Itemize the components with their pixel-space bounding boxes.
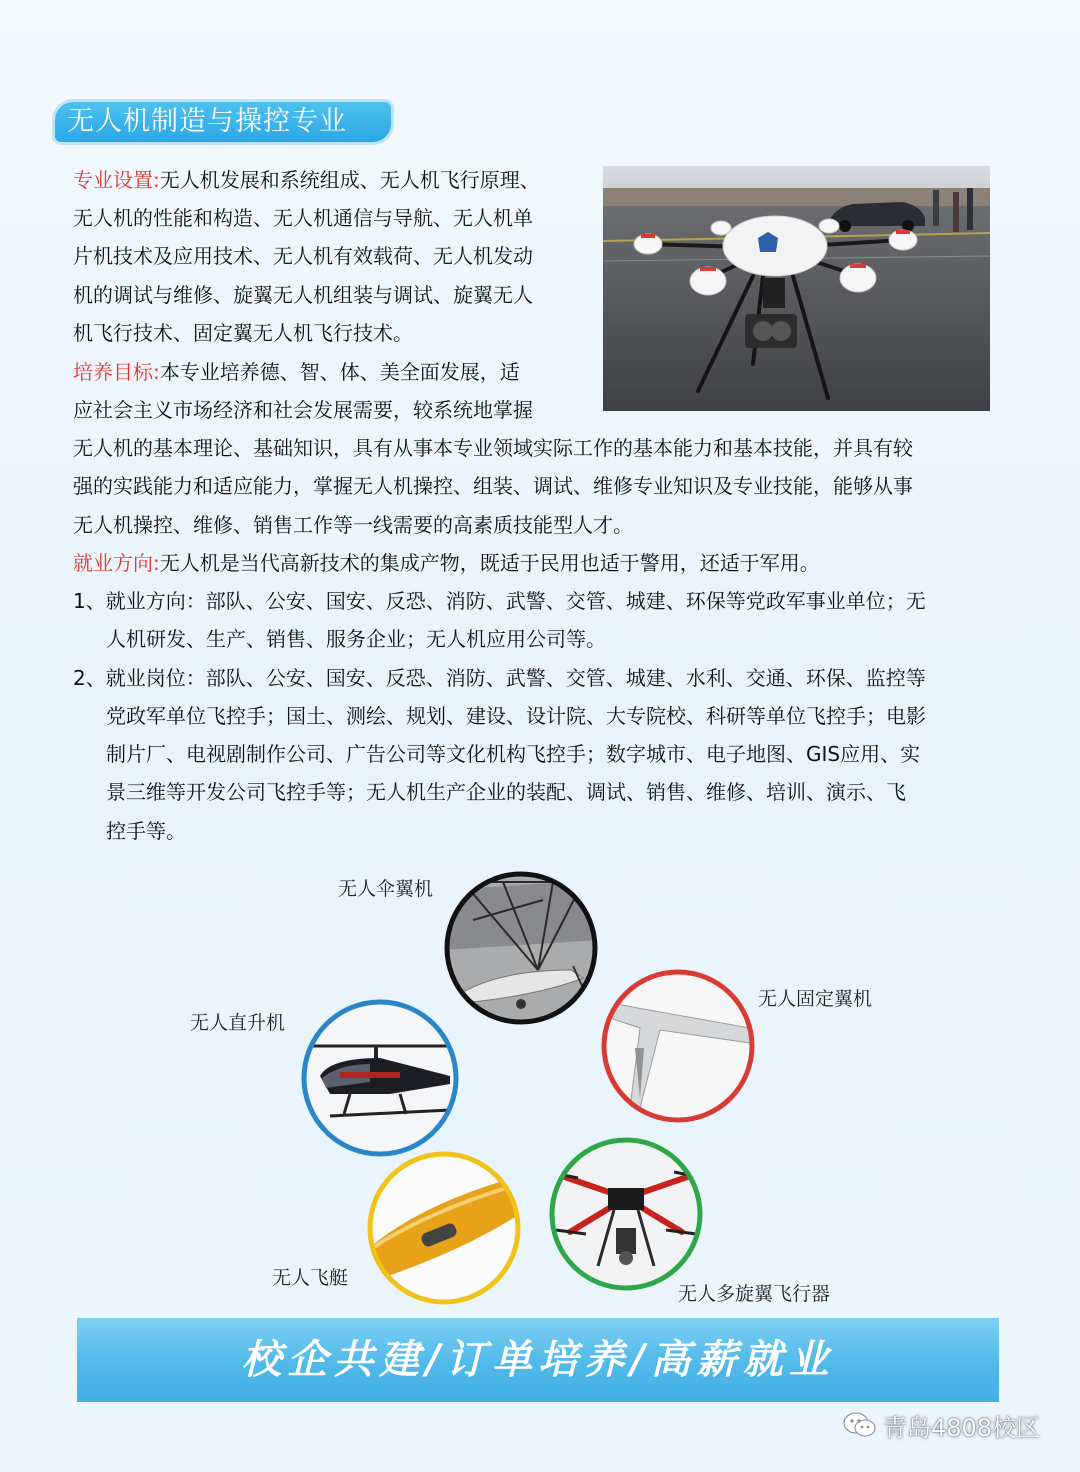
- multirotor-label: 无人多旋翼飞行器: [678, 1283, 831, 1305]
- watermark: [843, 1408, 1040, 1442]
- fixed-wing-label: 无人固定翼机: [758, 988, 873, 1010]
- employment-item1-line2: 人机研发、生产、销售、服务企业；无人机应用公司等。: [106, 627, 606, 651]
- helicopter-label: 无人直升机: [190, 1012, 286, 1034]
- employment-item2-line2: 党政军单位飞控手；国土、测绘、规划、建设、设计院、大专院校、科研等单位飞控手；电影: [106, 704, 926, 728]
- parafoil-label: 无人伞翼机: [338, 878, 434, 900]
- employment-item2-line3: 制片厂、电视剧制作公司、广告公司等文化机构飞控手；数字城市、电子地图、GIS应用、实: [106, 742, 921, 766]
- employment-intro: 就业方向:无人机是当代高新技术的集成产物，既适于民用也适于警用，还适于军用。: [73, 551, 820, 575]
- goal-line-2: 应社会主义市场经济和社会发展需要，较系统地掌握: [73, 398, 533, 422]
- wechat-icon: [843, 1411, 877, 1439]
- employment-item2-line5: 控手等。: [106, 819, 186, 843]
- goal-line-3: 无人机的基本理论、基础知识，具有从事本专业领域实际工作的基本能力和基本技能，并具有较: [73, 436, 913, 460]
- curriculum-label: 专业设置:: [73, 168, 160, 192]
- drone-photo: [603, 166, 990, 411]
- curriculum-line-3: 片机技术及应用技术、无人机有效载荷、无人机发动: [73, 244, 533, 268]
- watermark-text: 青岛4808校区: [883, 1413, 1041, 1442]
- employment-item1-line1: 1、就业方向：部队、公安、国安、反恐、消防、武警、交管、城建、环保等党政军事业单位；无: [73, 589, 926, 613]
- curriculum-line-1: 专业设置:无人机发展和系统组成、无人机飞行原理、: [73, 168, 540, 192]
- employment-item2-line4: 景三维等开发公司飞控手等；无人机生产企业的装配、调试、销售、维修、培训、演示、飞: [106, 780, 906, 804]
- slogan-banner: 校企共建/订单培养/高薪就业: [77, 1318, 999, 1402]
- fixed-wing-drone-image: [600, 968, 756, 1124]
- employment-item2-line1: 2、就业岗位：部队、公安、国安、反恐、消防、武警、交管、城建、水利、交通、环保、监控等: [73, 666, 926, 690]
- airship-label: 无人飞艇: [272, 1267, 349, 1289]
- goal-line-4: 强的实践能力和适应能力，掌握无人机操控、组装、调试、维修专业知识及专业技能，能够从事: [73, 474, 913, 498]
- page-title: 无人机制造与操控专业: [55, 102, 391, 142]
- employment-label: 就业方向:: [73, 551, 160, 575]
- curriculum-line-4: 机的调试与维修、旋翼无人机组装与调试、旋翼无人: [73, 283, 533, 307]
- airship-drone-image: [366, 1150, 522, 1306]
- goal-line-5: 无人机操控、维修、销售工作等一线需要的高素质技能型人才。: [73, 513, 633, 537]
- helicopter-drone-image: [300, 998, 460, 1158]
- curriculum-line-5: 机飞行技术、固定翼无人机飞行技术。: [73, 321, 413, 345]
- goal-label: 培养目标:: [73, 360, 160, 384]
- curriculum-line-2: 无人机的性能和构造、无人机通信与导航、无人机单: [73, 206, 533, 230]
- parafoil-drone-image: [443, 870, 599, 1026]
- multirotor-drone-image: [548, 1136, 704, 1292]
- goal-line-1: 培养目标:本专业培养德、智、体、美全面发展，适: [73, 360, 520, 384]
